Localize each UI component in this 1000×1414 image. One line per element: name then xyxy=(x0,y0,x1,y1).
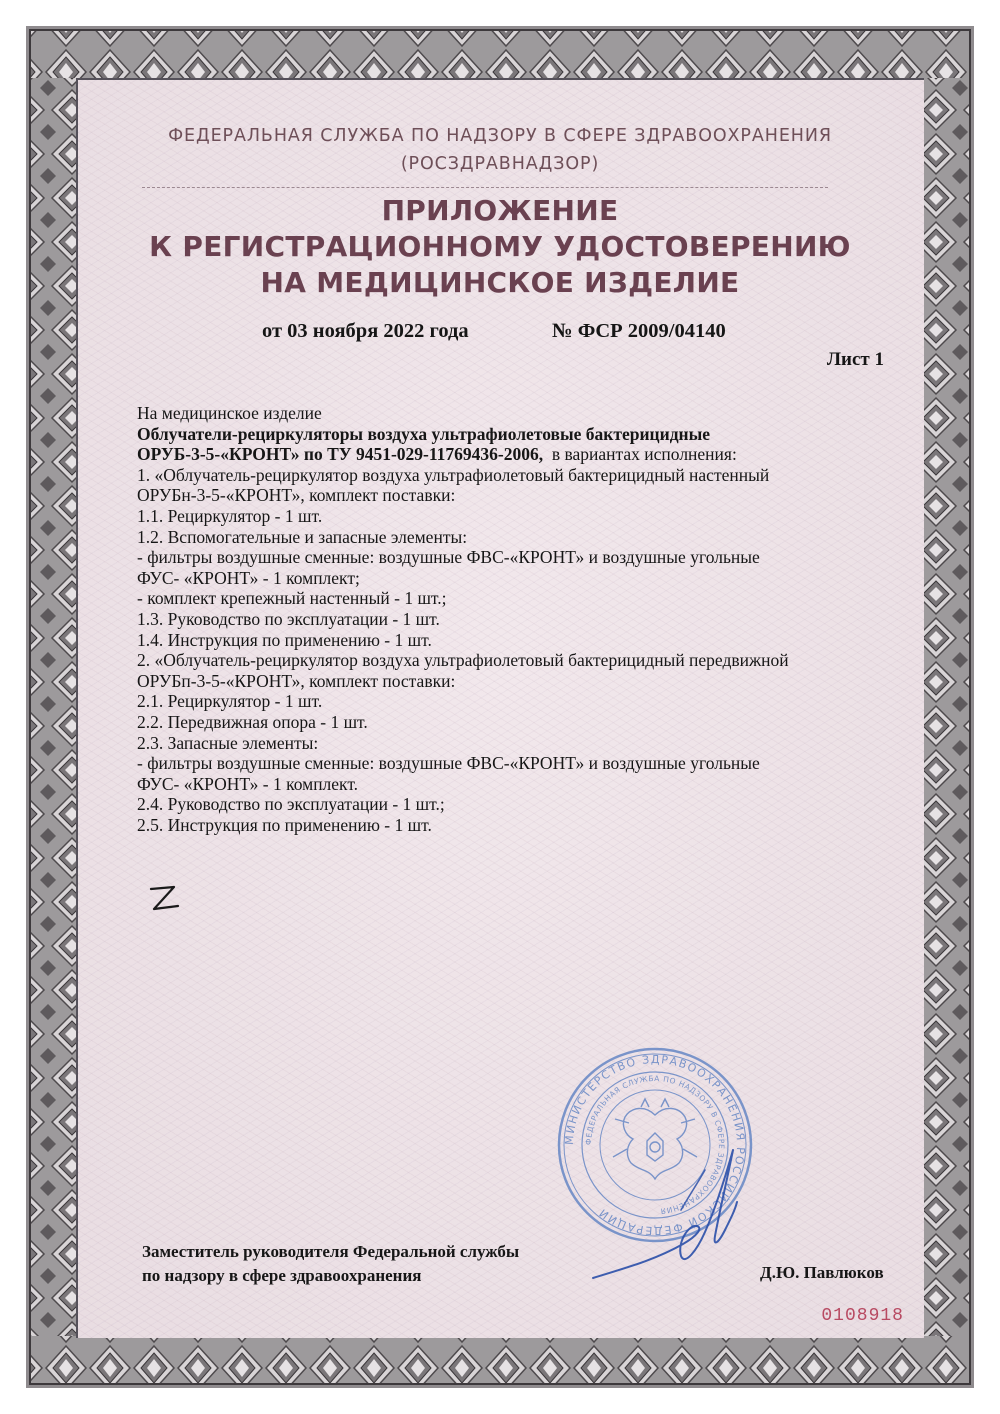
title-line-1: ПРИЛОЖЕНИЕ xyxy=(381,194,619,227)
body-intro: На медицинское изделие xyxy=(137,403,322,423)
product-spec: ОРУБ-3-5-«КРОНТ» по ТУ 9451-029-11769436-2006, xyxy=(137,444,544,465)
stamp-inner-text: ФЕДЕРАЛЬНАЯ СЛУЖБА ПО НАДЗОРУ В СФЕРЕ ЗДРАВООХРАНЕНИЯ xyxy=(583,1073,727,1216)
specification-line: 2.2. Передвижная опора - 1 шт. xyxy=(137,711,368,732)
registration-number: № ФСР 2009/04140 xyxy=(552,320,726,342)
sheet-number: Лист 1 xyxy=(826,349,884,370)
handwritten-z-mark xyxy=(148,884,182,914)
specification-line: ФУС- «КРОНТ» - 1 комплект. xyxy=(137,773,359,794)
signer-position xyxy=(142,1240,519,1288)
header-divider xyxy=(142,187,828,188)
document-body xyxy=(137,403,917,835)
signer-position-line-1: Заместитель руководителя Федеральной службы xyxy=(142,1242,520,1261)
specification-list xyxy=(137,465,917,836)
registration-date: от 03 ноября 2022 года xyxy=(262,320,469,342)
specification-line: - фильтры воздушные сменные: воздушные ФВС-«КРОНТ» и воздушные угольные xyxy=(137,753,760,774)
signer-position-line-2: по надзору в сфере здравоохранения xyxy=(142,1266,422,1285)
specification-line: 1.2. Вспомогательные и запасные элементы: xyxy=(137,526,468,547)
specification-line: ОРУБп-3-5-«КРОНТ», комплект поставки: xyxy=(137,670,456,691)
specification-line: - фильтры воздушные сменные: воздушные ФВС-«КРОНТ» и воздушные угольные xyxy=(137,547,760,568)
product-name-line-2 xyxy=(137,444,917,465)
title-line-3: НА МЕДИЦИНСКОЕ ИЗДЕЛИЕ xyxy=(260,266,740,299)
specification-line: 1.4. Инструкция по применению - 1 шт. xyxy=(137,629,432,650)
specification-line: 1.1. Рециркулятор - 1 шт. xyxy=(137,505,323,526)
specification-line: 2.4. Руководство по эксплуатации - 1 шт.; xyxy=(137,794,445,815)
agency-header xyxy=(0,122,1000,178)
specification-line: 1.3. Руководство по эксплуатации - 1 шт. xyxy=(137,608,440,629)
agency-abbreviation: (РОСЗДРАВНАДЗОР) xyxy=(400,154,600,174)
specification-line: 1. «Облучатель-рециркулятор воздуха ультрафиолетовый бактерицидный настенный xyxy=(137,464,770,485)
specification-line: ФУС- «КРОНТ» - 1 комплект; xyxy=(137,567,360,588)
signer-name: Д.Ю. Павлюков xyxy=(760,1263,884,1282)
form-serial-number: 0108918 xyxy=(821,1306,904,1326)
specification-line: ОРУБн-3-5-«КРОНТ», комплект поставки: xyxy=(137,485,456,506)
specification-line: - комплект крепежный настенный - 1 шт.; xyxy=(137,588,447,609)
product-variants-label: в вариантах исполнения: xyxy=(543,444,737,465)
specification-line: 2. «Облучатель-рециркулятор воздуха ультрафиолетовый бактерицидный передвижной xyxy=(137,650,789,671)
product-name-line-1: Облучатели-рециркуляторы воздуха ультрафиолетовые бактерицидные xyxy=(137,423,711,444)
document-title xyxy=(0,193,1000,301)
specification-line: 2.5. Инструкция по применению - 1 шт. xyxy=(137,814,432,835)
title-line-2: К РЕГИСТРАЦИОННОМУ УДОСТОВЕРЕНИЮ xyxy=(149,230,851,263)
specification-line: 2.1. Рециркулятор - 1 шт. xyxy=(137,691,323,712)
stamp-ring-text: МИНИСТЕРСТВО ЗДРАВООХРАНЕНИЯ РОССИЙСКОЙ ФЕДЕРАЦИИ xyxy=(562,1052,748,1238)
handwritten-signature xyxy=(585,1140,755,1290)
agency-name: ФЕДЕРАЛЬНАЯ СЛУЖБА ПО НАДЗОРУ В СФЕРЕ ЗДРАВООХРАНЕНИЯ xyxy=(168,126,832,146)
specification-line: 2.3. Запасные элементы: xyxy=(137,732,319,753)
